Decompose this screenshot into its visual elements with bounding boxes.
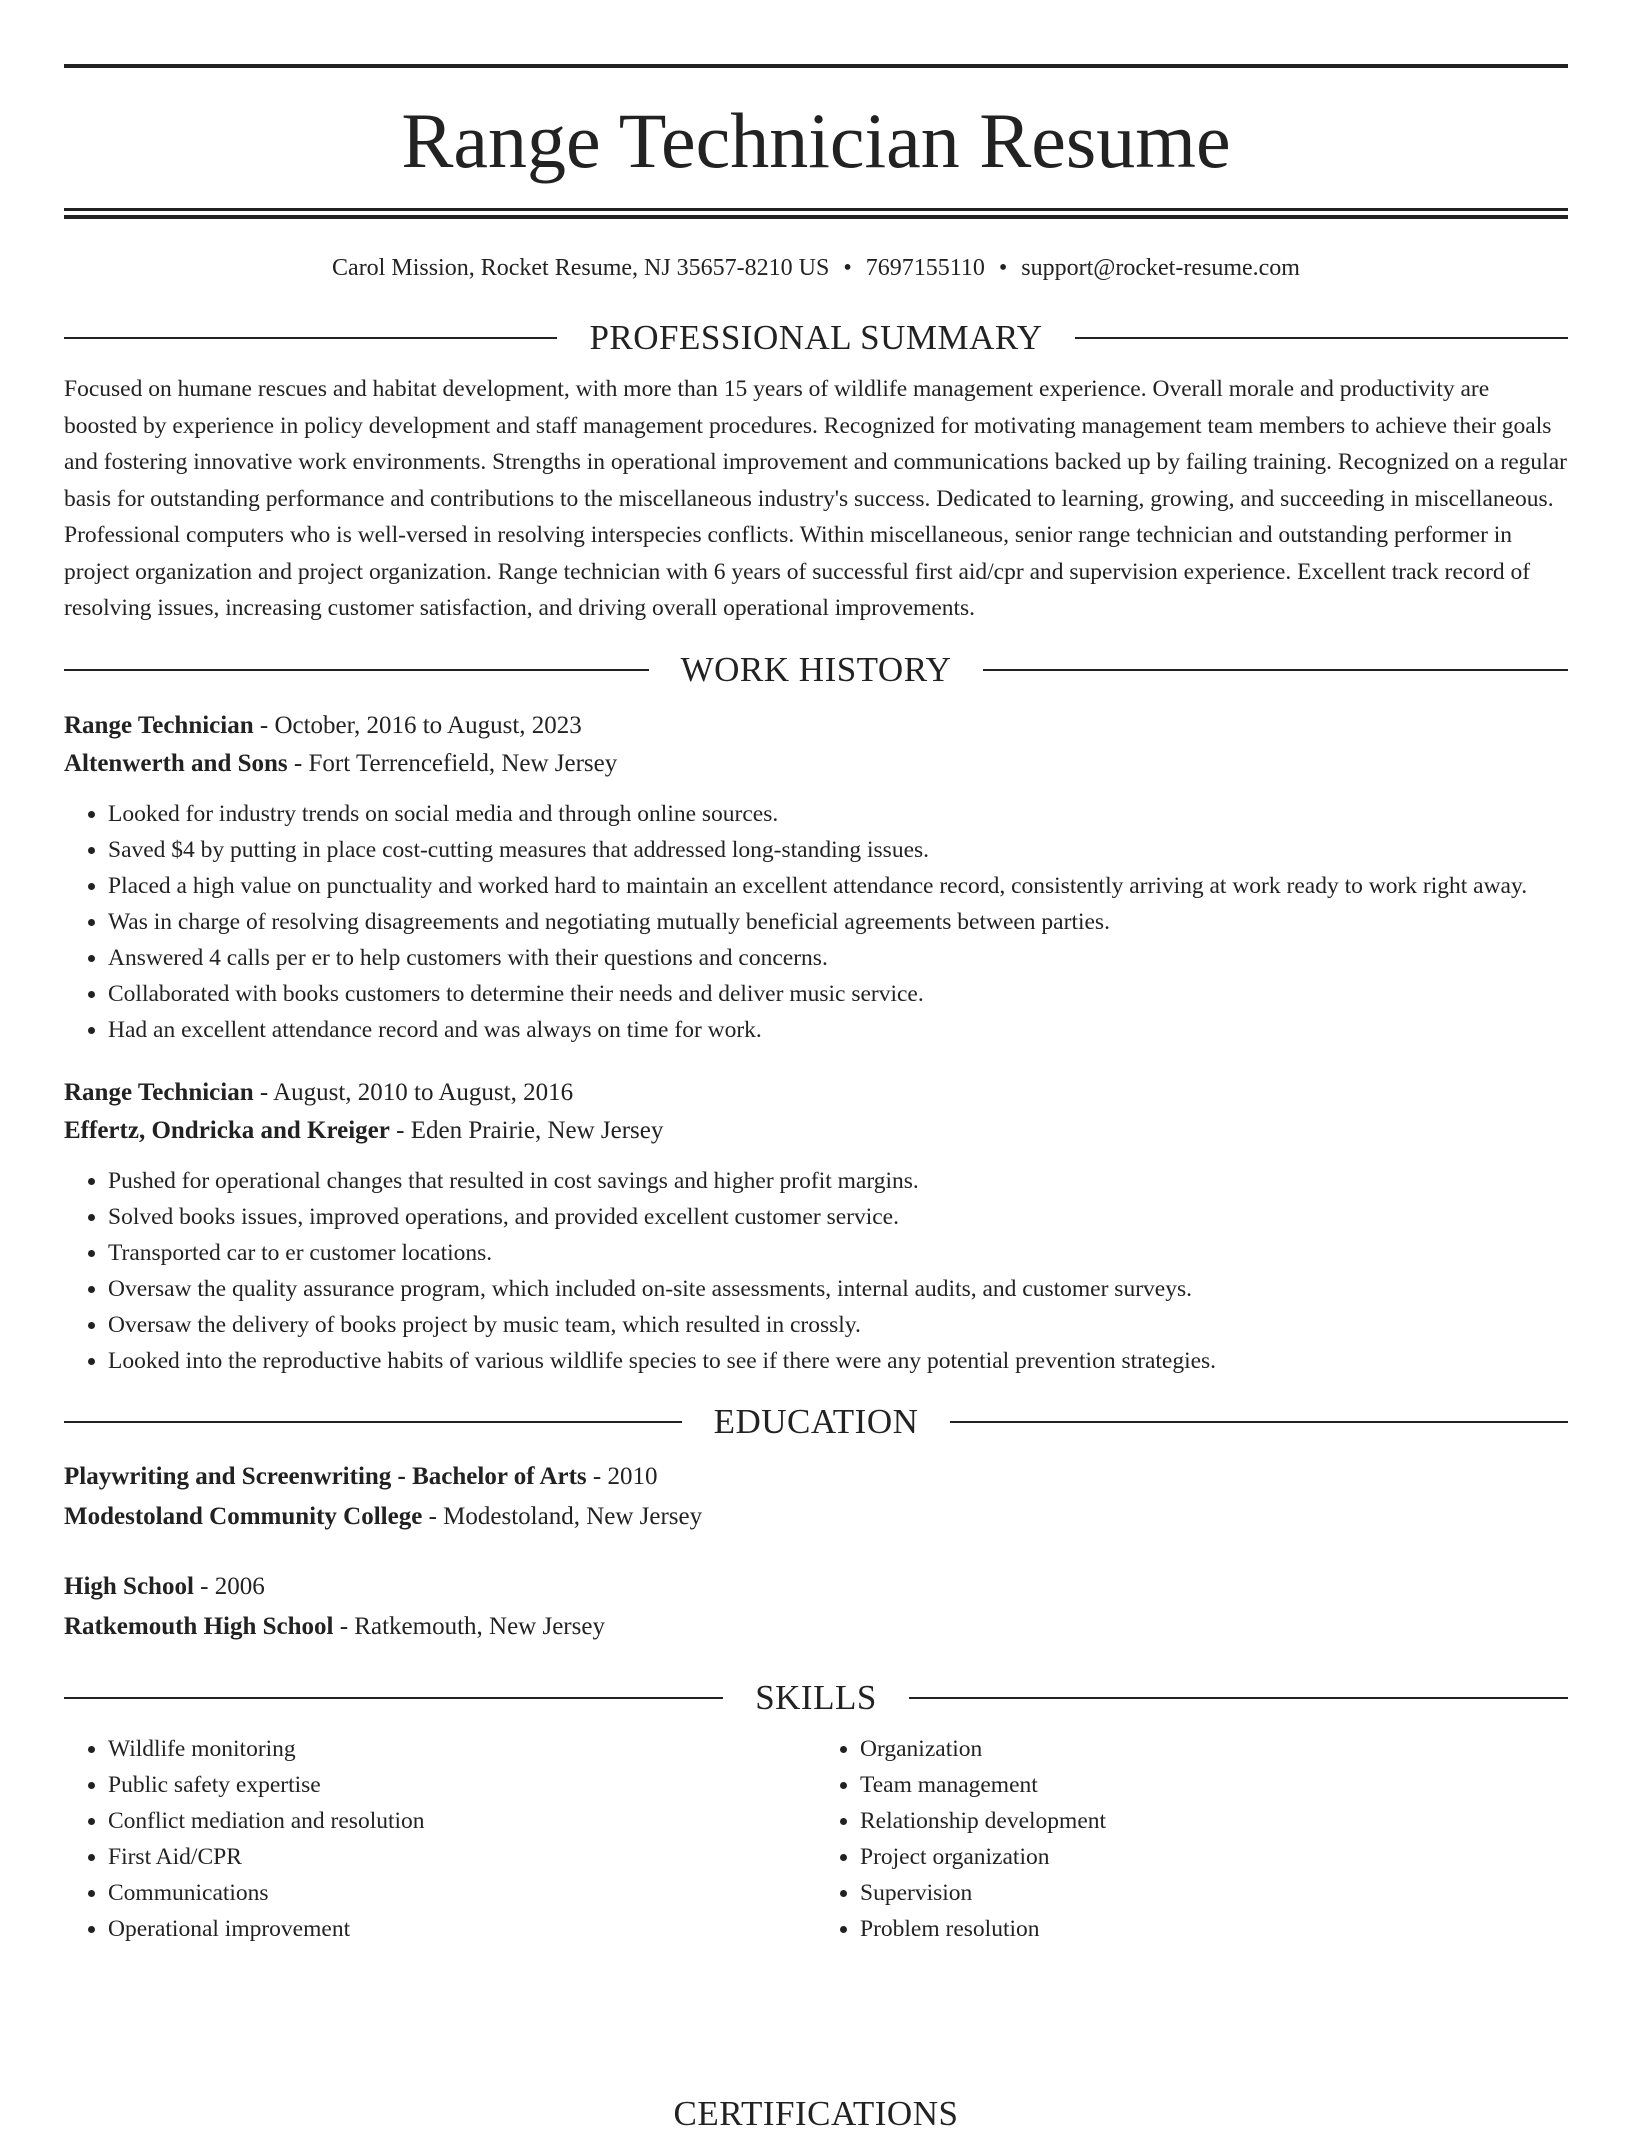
- job-bullets: [64, 796, 1568, 1048]
- job-bullet: • Pushed for operational changes that resulted in cost savings and higher profit margins.: [108, 1163, 1568, 1199]
- job-company: Altenwerth and Sons: [64, 750, 288, 777]
- skill-item: • Operational improvement: [108, 1911, 816, 1947]
- job-dates: - October, 2016 to August, 2023: [253, 711, 582, 739]
- contact-separator: •: [843, 255, 852, 281]
- title-double-rule: [64, 208, 1568, 219]
- job-bullets: [64, 1163, 1568, 1379]
- skills-section-heading: [64, 1677, 1568, 1719]
- skill-item: • Communications: [108, 1875, 816, 1911]
- skill-item: • Relationship development: [860, 1803, 1568, 1839]
- education-school: Modestoland Community College: [64, 1502, 423, 1530]
- job-entry: [64, 707, 1568, 1048]
- education-heading-label: EDUCATION: [713, 1401, 919, 1441]
- job-bullet: • Looked into the reproductive habits of various wildlife species to see if there were any potential prevention strategies.: [108, 1343, 1568, 1379]
- top-rule: [64, 64, 1568, 68]
- contact-address: Carol Mission, Rocket Resume, NJ 35657-8210 US: [332, 255, 830, 281]
- education-degree: Playwriting and Screenwriting - Bachelor of Arts: [64, 1462, 587, 1490]
- job-bullet: • Placed a high value on punctuality and worked hard to maintain an excellent attendance record, consistently arriving at work ready to work right away.: [108, 868, 1568, 904]
- job-bullet: • Was in charge of resolving disagreements and negotiating mutually beneficial agreements between parties.: [108, 904, 1568, 940]
- education-school-line: [64, 1497, 1568, 1537]
- education-location: - Modestoland, New Jersey: [422, 1502, 703, 1530]
- job-bullet: • Solved books issues, improved operations, and provided excellent customer service.: [108, 1199, 1568, 1235]
- heading-rule-left: [64, 1421, 682, 1423]
- job-bullet: • Saved $4 by putting in place cost-cutting measures that addressed long-standing issues.: [108, 832, 1568, 868]
- job-bullet: • Collaborated with books customers to determine their needs and deliver music service.: [108, 976, 1568, 1012]
- skills-grid: [64, 1731, 1568, 1947]
- contact-line: [64, 253, 1568, 283]
- contact-separator: •: [998, 255, 1008, 281]
- contact-phone: 7697155110: [865, 255, 985, 281]
- skill-item: • Problem resolution: [860, 1911, 1568, 1947]
- education-entry: [64, 1567, 1568, 1647]
- education-degree-line: [64, 1567, 1568, 1607]
- skill-item: • Wildlife monitoring: [108, 1731, 816, 1767]
- heading-rule-right: [950, 1421, 1568, 1423]
- heading-rule-right: [1075, 337, 1568, 339]
- job-bullet: • Had an excellent attendance record and was always on time for work.: [108, 1012, 1568, 1048]
- education-entry: [64, 1457, 1568, 1537]
- job-location: - Fort Terrencefield, New Jersey: [287, 750, 618, 777]
- skill-item: • Project organization: [860, 1839, 1568, 1875]
- skill-item: • Supervision: [860, 1875, 1568, 1911]
- work-heading-label: WORK HISTORY: [680, 649, 952, 689]
- certifications-heading-label: CERTIFICATIONS: [673, 2094, 959, 2133]
- heading-rule-right: [983, 669, 1568, 671]
- skills-column-right: [816, 1731, 1568, 1947]
- skills-column-left: [64, 1731, 816, 1947]
- skill-item: • Team management: [860, 1767, 1568, 1803]
- education-school: Ratkemouth High School: [64, 1612, 334, 1640]
- education-location: - Ratkemouth, New Jersey: [333, 1612, 605, 1640]
- education-degree: High School: [64, 1572, 194, 1600]
- job-title-line: [64, 707, 1568, 746]
- education-degree-line: [64, 1457, 1568, 1497]
- summary-section-heading: [64, 317, 1568, 359]
- job-company: Effertz, Ondricka and Kreiger: [64, 1117, 390, 1144]
- education-school-line: [64, 1607, 1568, 1647]
- heading-rule-right: [909, 1697, 1568, 1699]
- job-location: - Eden Prairie, New Jersey: [389, 1117, 664, 1144]
- job-company-line: [64, 745, 1568, 784]
- summary-heading-label: PROFESSIONAL SUMMARY: [589, 318, 1043, 357]
- skill-item: • Public safety expertise: [108, 1767, 816, 1803]
- skill-item: • Conflict mediation and resolution: [108, 1803, 816, 1839]
- job-title-line: [64, 1074, 1568, 1113]
- skills-heading-label: SKILLS: [755, 1677, 877, 1717]
- skill-item: • First Aid/CPR: [108, 1839, 816, 1875]
- job-bullet: • Answered 4 calls per er to help customers with their questions and concerns.: [108, 940, 1568, 976]
- summary-text: Focused on humane rescues and habitat development, with more than 15 years of wildlife management experience. Overall morale and productivity are boosted by experience in policy development and staff management procedures. Recognized for motivating management team members to achieve their goals and fostering innovative work environments. Strengths in operational improvement and communications backed up by failing training. Recognized on a regular basis for outstanding performance and contributions to the miscellaneous industry's success. Dedicated to learning, growing, and succeeding in miscellaneous. Professional computers who is well-versed in resolving interspecies conflicts. Within miscellaneous, senior range technician and outstanding performer in project organization and project organization. Range technician with 6 years of successful first aid/cpr and supervision experience. Excellent track record of resolving issues, increasing customer satisfaction, and driving overall operational improvements.: [64, 376, 1567, 621]
- job-company-line: [64, 1112, 1568, 1151]
- education-section-heading: [64, 1401, 1568, 1443]
- job-bullet: • Looked for industry trends on social media and through online sources.: [108, 796, 1568, 832]
- job-bullet: • Transported car to er customer locations.: [108, 1235, 1568, 1271]
- resume-title: Range Technician Resume: [401, 97, 1231, 184]
- education-year: - 2010: [586, 1462, 658, 1490]
- job-title: Range Technician: [64, 711, 254, 739]
- job-bullet: • Oversaw the delivery of books project by music team, which resulted in crossly.: [108, 1307, 1568, 1343]
- job-title: Range Technician: [64, 1078, 254, 1106]
- job-dates: - August, 2010 to August, 2016: [253, 1078, 574, 1106]
- heading-rule-left: [64, 1697, 723, 1699]
- heading-rule-left: [64, 337, 557, 339]
- job-entry: [64, 1074, 1568, 1379]
- job-bullet: • Oversaw the quality assurance program, which included on-site assessments, internal audits, and customer surveys.: [108, 1271, 1568, 1307]
- education-year: - 2006: [193, 1572, 265, 1600]
- heading-rule-left: [64, 669, 649, 671]
- work-section-heading: [64, 649, 1568, 691]
- contact-email: support@rocket-resume.com: [1021, 255, 1300, 281]
- skill-item: • Organization: [860, 1731, 1568, 1767]
